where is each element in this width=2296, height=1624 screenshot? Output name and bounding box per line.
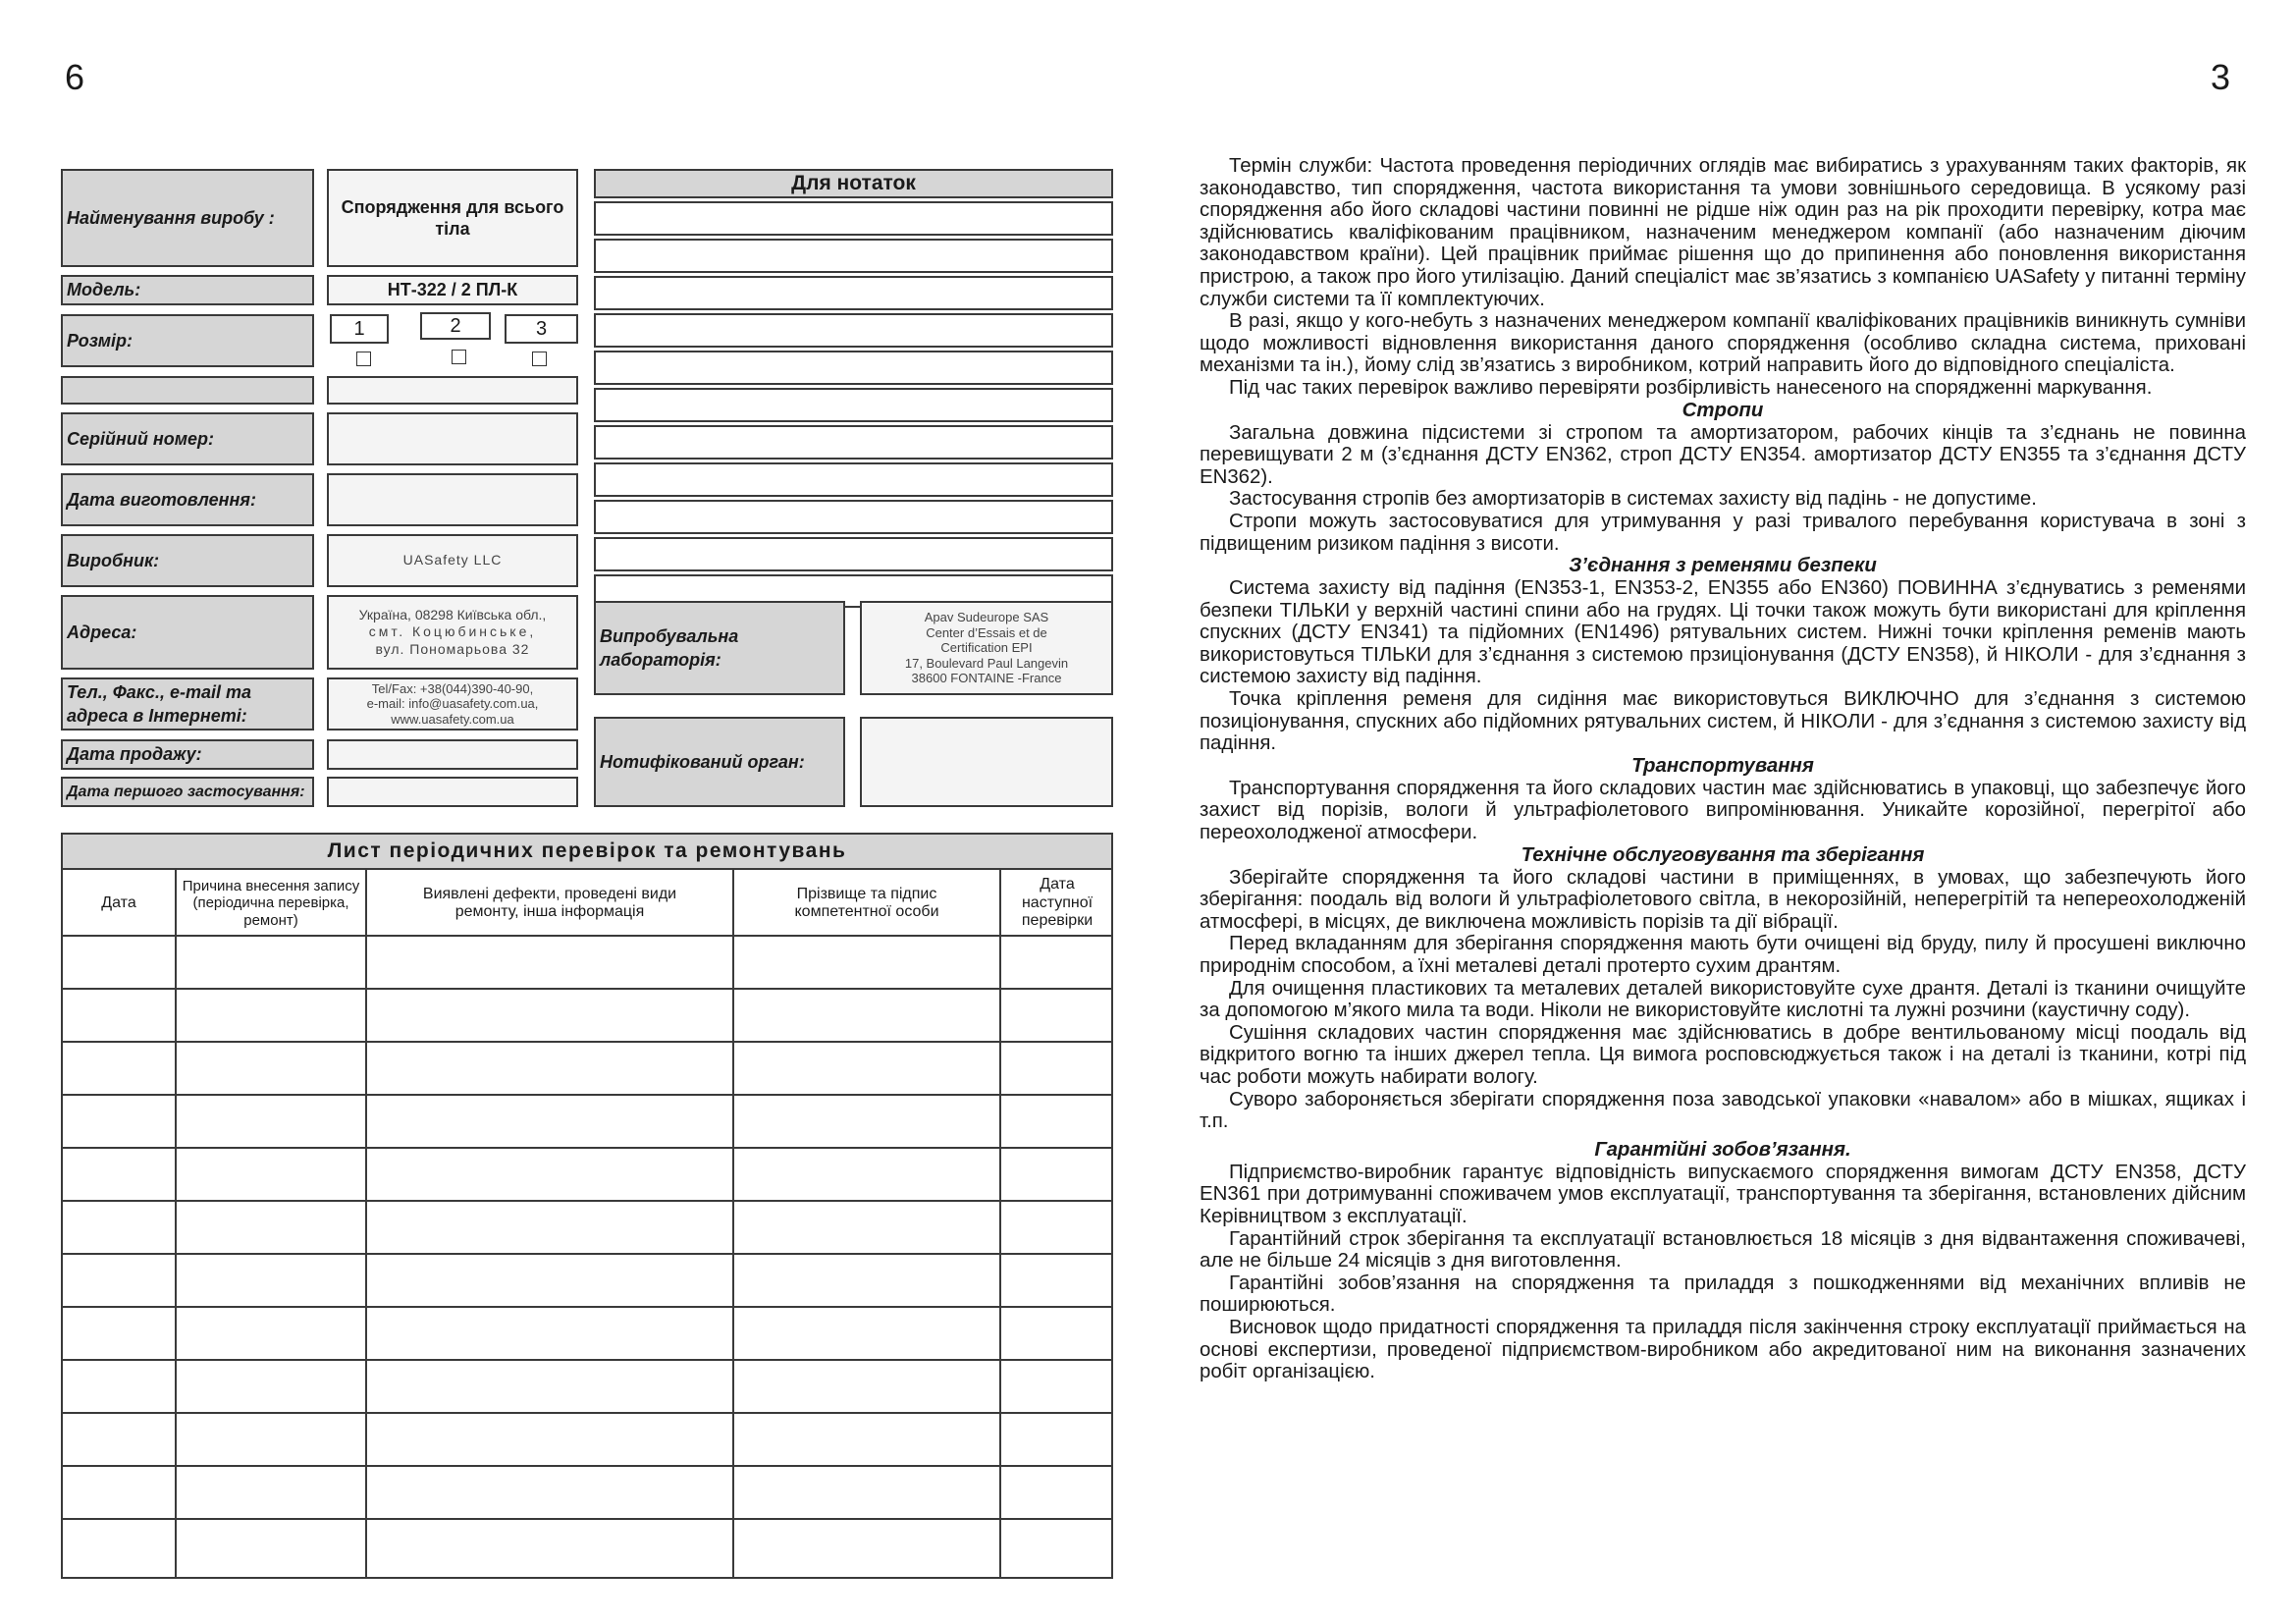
paragraph-storage-prohibition: Суворо забороняється зберігати спорядження поза заводської упаковки «навалом» або в мішках, ящиках і т.п. [1200,1088,2246,1133]
lab-line-1: Apav Sudeurope SAS [924,610,1049,625]
lab-line-2: Center d’Essais et de [926,624,1047,640]
first-use-date-value [327,777,578,807]
notes-line[interactable] [594,276,1113,310]
size-1-checkbox[interactable] [356,352,371,366]
paragraph-transport: Транспортування спорядження та його складових частин має здійснюватись в упаковці, що забезпечує його захист від порізів, вологи й ультрафіолетового випромінювання. Уникайте корозійної, перегрітої або переохолодженої атмосфери. [1200,777,2246,844]
contacts-email: e-mail: info@uasafety.com.ua, [366,696,539,712]
paragraph-slings-restraint: Стропи можуть застосовуватися для утримування у разі тривалого перебування користувача в зоні з підвищеним ризиком падіння з висоти. [1200,510,2246,555]
notes-line[interactable] [594,201,1113,236]
contacts-phone: Tel/Fax: +38(044)390-40-90, [371,680,534,696]
paragraph-warranty-period: Гарантійний строк зберігання та експлуатації встановлюється 18 місяців з дня відвантаження споживачеві, але не більше 24 місяців з дня виготовлення. [1200,1227,2246,1272]
paragraph-cleaning-parts: Для очищення пластикових та металевих деталей використовуйте сухе дрантя. Деталі із тканини очищуйте за допомогою м’якого мила та води. Ніколи не використовуйте кислотні та лужні розчини (каустичну соду). [1200,977,2246,1022]
product-name-label: Найменування виробу : [61,169,314,267]
contacts-label: Тел., Факс., e-mail та адреса в Інтернеті: [61,677,314,731]
notes-line[interactable] [594,462,1113,497]
size-label: Розмір: [61,314,314,367]
instructions-text [1200,155,2246,1383]
paragraph-warranty-exclusions: Гарантійні зобов’язання на спорядження та приладдя з пошкодженнями від механічних впливів не поширюються. [1200,1272,2246,1317]
column-header-defects: Виявлені дефекти, проведені види ремонту, інша інформація [422,885,677,920]
heading-slings: Стропи [1682,399,1764,421]
page-number-right: 3 [2211,57,2231,97]
blank-label [61,376,314,405]
paragraph-cleaning-before-storage: Перед вкладанням для зберігання спорядження мають бути очищені від бруду, пилу й просушені виключно природнім способом, а їхні металеві деталі протерто сухим дрантям. [1200,933,2246,977]
product-name-value: Спорядження для всього тіла [327,169,578,267]
manufacture-date-label: Дата виготовлення: [61,473,314,526]
manufacturer-label: Виробник: [61,534,314,587]
paragraph-harness-points: Система захисту від падіння (EN353-1, EN353-2, EN355 або EN360) ПОВИННА з’єднуватись з ременями безпеки ТІЛЬКИ у верхній частині спини або на грудях. Ці точки також можуть бути використані для кріплення спускних (ДСТУ EN341) та підйомних (EN1496) рятувальних систем. Нижні точки кріплення ременів мають використовуться ТІЛЬКИ для з’єднання з системою прзиціонування (ДСТУ EN358), й НІКОЛИ - для з’єднання з системою захисту від падіння. [1200,577,2246,688]
paragraph-slings-length: Загальна довжина підсистеми зі стропом та амортизатором, рабочих кінців та з’єднань не повинна перевищувати 2 м (з’єднання ДСТУ EN362, строп ДСТУ EN354. амортизатор ДСТУ EN355 та з’єднання ДСТУ EN362). [1200,421,2246,488]
heading-warranty: Гарантійні зобов’язання. [1594,1138,1851,1161]
notes-line[interactable] [594,388,1113,422]
notes-line[interactable] [594,537,1113,571]
paragraph-marking: Під час таких перевірок важливо перевіряти розбірливість нанесеного на спорядженні маркування. [1229,376,2153,399]
paragraph-drying: Сушіння складових частин спорядження має здійснюватись в добре вентильованому місці поoдаль від відкритого вогню та інших джерел тепла. Ця вимога росповсюджується також і на деталі із тканини, котрі під час роботи можуть набирати вологу. [1200,1021,2246,1088]
heading-harness-connection: З’єднання з ременями безпеки [1569,555,1877,577]
paragraph-doubts: В разі, якщо у кого-небуть з назначених менеджером компанії кваліфікованих працівників виникнуть сумніви щодо можливості відновлення використання даного спорядження (особливо складна система, приховані механізми та ін.), йому слід зв’язатись з виробником, котрий направить його до відповідного спеціаліста. [1200,310,2246,377]
test-laboratory-value [860,601,1113,695]
size-1-box: 1 [330,314,389,344]
size-2-checkbox[interactable] [452,350,466,364]
page-number-left: 6 [65,57,85,97]
address-value [327,595,578,670]
paragraph-service-life: Термін служби: Частота проведення періодичних оглядів має вибиратись з урахуванням таких факторів, як законодавство, тип спорядження, частота використання та умови зовнішнього середовища. В усякому разі спорядження або його складові частини повинні не рідше ніж один раз на рік проходити перевірку, котра має здійснюватись кваліфікованим працівником, назначеним менеджером компанії (або назначеним діючим законодавством країни). Цей працівник приймає рішення що до припинення або поновлення використання пристрою, а також про його утилізацію. Даний спеціаліст має зв’язатись з компанією UASafety у питанні терміну служби системи та її комплектуючих. [1200,155,2246,310]
sale-date-value [327,739,578,770]
contacts-website: www.uasafety.com.ua [391,711,514,727]
paragraph-storage: Зберігайте спорядження та його складові частини в приміщеннях, в умовах, що забезпечують його зберігання: поoдаль від вологи й ультрафіолетового світла, в некорозійній, неперегрітій та непереохолодженій атмосфері, в місцях, де виключена можливість порізів та дії вібрації. [1200,866,2246,933]
test-laboratory-label: Випробувальна лабораторія: [594,601,845,695]
notes-title: Для нотаток [594,169,1113,198]
notes-line[interactable] [594,239,1113,273]
notes-line[interactable] [594,351,1113,385]
column-header-inspector: Прізвище та підпис компетентної особи [794,885,939,920]
notified-body-value [860,717,1113,807]
paragraph-seat-belt-point: Точка кріплення ременя для сидіння має використовуться ВИКЛЮЧНО для з’єднання з системою позиціонування, спускних або підйомних рятувальних систем, й НІКОЛИ - для з’єднання з системою захисту від падіння. [1200,688,2246,755]
inspection-log-table [61,833,1113,1579]
column-header-reason: Причина внесення запису (періодична перевірка, ремонт) [182,878,360,929]
serial-number-label: Серійний номер: [61,412,314,465]
notes-line[interactable] [594,313,1113,348]
notified-body-label: Нотифікований орган: [594,717,845,807]
serial-number-value [327,412,578,465]
sale-date-label: Дата продажу: [61,739,314,770]
notes-line[interactable] [594,500,1113,534]
size-2-box: 2 [420,312,491,340]
lab-line-5: 38600 FONTAINE -France [911,671,1062,686]
size-3-box: 3 [505,314,578,344]
model-value: НТ-322 / 2 ПЛ-К [327,275,578,305]
lab-line-4: 17, Boulevard Paul Langevin [904,655,1069,671]
address-line-1: Україна, 08298 Київська обл., [358,606,547,623]
paragraph-warranty-conclusion: Висновок щодо придатності спорядження та приладдя після закінчення строку експлуатації приймається на основі експертизи, проведеної підприємством-виробником або акредитованої ним на виконання зазначених робіт організацією. [1200,1316,2246,1383]
manufacturer-value: UASafety LLC [327,534,578,587]
lab-line-3: Certification EPI [940,640,1033,656]
address-line-2: смт. Коцюбинське, [368,623,537,640]
address-line-3: вул. Пономарьова 32 [375,640,530,657]
heading-transport: Транспортування [1631,754,1814,777]
first-use-date-label: Дата першого застосування: [61,777,314,807]
column-header-next-inspection: Дата наступної перевірки [1021,876,1094,930]
size-3-checkbox[interactable] [532,352,547,366]
paragraph-slings-absorbers: Застосування стропів без амортизаторів в системах захисту від падінь - не допустиме. [1229,488,2037,511]
heading-maintenance: Технічне обслуговування та зберігання [1521,843,1925,866]
notes-line[interactable] [594,425,1113,460]
inspection-log-title: Лист періодичних перевірок та ремонтувань [63,835,1111,870]
paragraph-warranty-compliance: Підприємство-виробник гарантує відповідність випускаємого спорядження вимогам ДСТУ EN358, ДСТУ EN361 при дотримуванні споживачем умов експлуатації, транспортування та зберігання, встановлених дійсним Керівництвом з експлуатації. [1200,1161,2246,1227]
blank-value [327,376,578,405]
model-label: Модель: [61,275,314,305]
manufacture-date-value [327,473,578,526]
contacts-value [327,677,578,731]
address-label: Адреса: [61,595,314,670]
column-header-date: Дата [101,893,136,911]
